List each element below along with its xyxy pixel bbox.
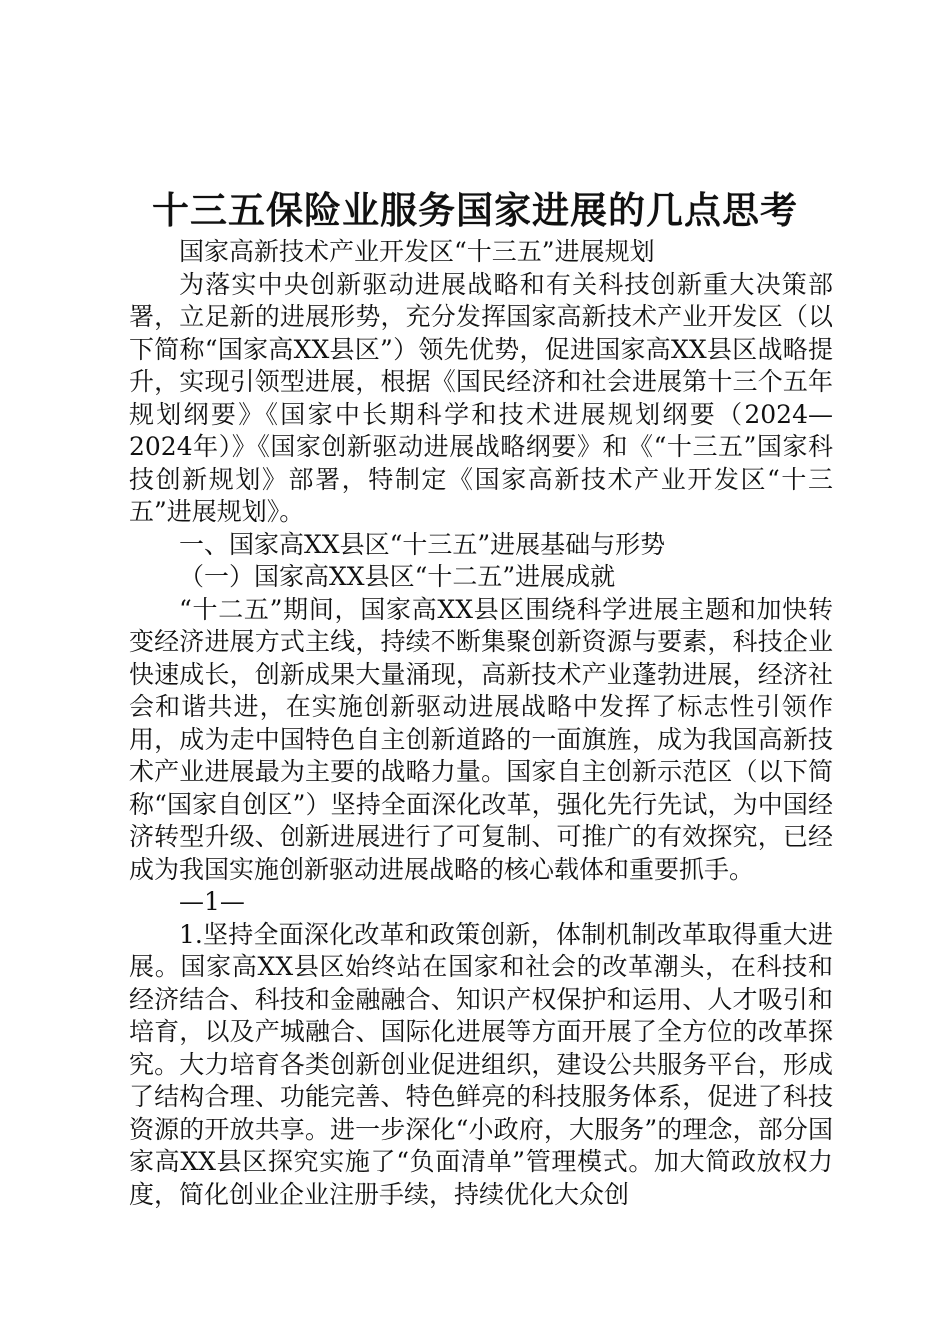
document-title: 十三五保险业服务国家进展的几点思考: [152, 188, 798, 232]
section-1-heading: 一、国家高XX县区“十三五”进展基础与形势: [179, 529, 666, 559]
point-1-paragraph: 1.坚持全面深化改革和政策创新，体制机制改革取得重大进展。国家高XX县区始终站在国家和社会的改革潮头，在科技和经济结合、科技和金融融合、知识产权保护和运用、人才吸引和培育，以及产城融合、国际化进展等方面开展了全方位的改革探究。大力培育各类创新创业促进组织，建设公共服务平台，形成了结构合理、功能完善、特色鲜亮的科技服务体系，促进了科技资源的开放共享。进一步深化“小政府，大服务”的理念，部分国家高XX县区探究实施了“负面清单”管理模式。加大简政放权力度，简化创业企业注册手续，持续优化大众创: [129, 919, 833, 1209]
section-1-1-paragraph: “十二五”期间，国家高XX县区围绕科学进展主题和加快转变经济进展方式主线，持续不断集聚创新资源与要素，科技企业快速成长，创新成果大量涌现，高新技术产业蓬勃进展，经济社会和谐共进，在实施创新驱动进展战略中发挥了标志性引领作用，成为走中国特色自主创新道路的一面旗旌，成为我国高新技术产业进展最为主要的战略力量。国家自主创新示范区（以下简称“国家自创区”）坚持全面深化改革，强化先行先试，为中国经济转型升级、创新进展进行了可复制、可推广的有效探究，已经成为我国实施创新驱动进展战略的核心载体和重要抓手。: [129, 594, 833, 884]
page-number: —1—: [179, 887, 245, 916]
document-body: [129, 236, 833, 1211]
document-subtitle: 国家高新技术产业开发区“十三五”进展规划: [179, 237, 655, 266]
intro-paragraph: 为落实中央创新驱动进展战略和有关科技创新重大决策部署，立足新的进展形势，充分发挥国家高新技术产业开发区（以下简称“国家高XX县区”）领先优势，促进国家高XX县区战略提升，实现引领型进展，根据《国民经济和社会进展第十三个五年规划纲要》《国家中长期科学和技术进展规划纲要（2024—2024年）》《国家创新驱动进展战略纲要》和《“十三五”国家科技创新规划》部署，特制定《国家高新技术产业开发区“十三五”进展规划》。: [129, 269, 833, 526]
section-1-1-heading: （一）国家高XX县区“十二五”进展成就: [179, 562, 616, 591]
